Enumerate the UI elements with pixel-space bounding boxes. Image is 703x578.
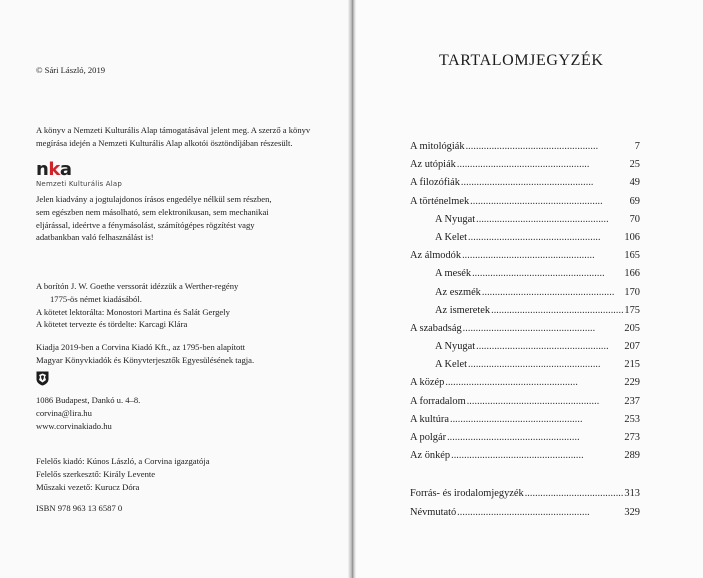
toc-leader-dots [468,356,623,374]
toc-entry [410,338,640,356]
toc-leader-dots [472,265,623,283]
grant-line: megírása idején a Nemzeti Kulturális Alap alkotói ösztöndíjában részesült. [36,137,293,148]
toc-entry-title: A Kelet [435,359,468,371]
table-of-contents [410,138,640,522]
staff-line: Műszaki vezető: Kurucz Dóra [36,481,140,492]
nka-mark-k: k [48,159,60,180]
address-line: 1086 Budapest, Dankó u. 4–8. [36,395,141,405]
toc-entry [410,393,640,411]
email-address: corvina@lira.hu [36,407,92,418]
toc-appendix-list [410,485,640,521]
nka-logo [36,160,186,190]
toc-entry-title: A filozófiák [410,177,460,189]
toc-entry-title: A mitológiák [410,141,465,152]
toc-entry-title: A történelmek [410,195,470,207]
toc-entry [410,156,640,174]
toc-leader-dots [468,229,623,247]
toc-entry [410,265,640,283]
toc-leader-dots [476,211,623,229]
toc-leader-dots [445,374,623,392]
rights-line: Jelen kiadvány a jogtulajdonos írásos engedélye nélkül sem részben, [36,194,272,204]
toc-entry [410,374,640,392]
toc-entry-title: A polgár [410,432,447,443]
toc-page-number: 313 [624,488,640,500]
toc-page-number: 49 [629,177,640,189]
staff-line: Felelős szerkesztő: Király Levente [36,468,156,479]
isbn-number: ISBN 978 963 13 6587 0 [36,503,123,513]
publisher-statement [36,341,321,367]
rights-notice [36,193,321,244]
staff-block [36,455,210,493]
toc-page-number: 7 [634,141,640,152]
toc-page-number: 237 [624,395,640,407]
grant-line: A könyv a Nemzeti Kulturális Alap támogatásával jelent meg. A szerző a könyv [36,125,311,135]
toc-entry [410,211,640,229]
toc-entry [410,193,640,211]
toc-entry-title: A Nyugat [435,341,476,353]
toc-leader-dots [491,302,623,320]
toc-entry-title: A szabadság [410,322,462,334]
toc-entry [410,504,640,522]
toc-entry-title: A kultúra [410,413,449,425]
page-title: TARTALOMJEGYZÉK [439,52,604,69]
toc-entry-title: A forradalom [410,395,466,407]
toc-entry [410,247,640,265]
toc-main-list [410,138,640,465]
toc-leader-dots [463,320,623,338]
toc-page-number: 205 [624,322,640,334]
toc-leader-dots [470,193,623,211]
toc-entry-title: A mesék [435,268,472,280]
toc-page-number: 69 [629,195,640,207]
toc-page-number: 289 [624,450,640,462]
toc-leader-dots [451,447,623,465]
toc-page-number: 207 [624,341,640,353]
toc-leader-dots [457,156,623,174]
toc-entry [410,174,640,192]
toc-entry [410,320,640,338]
toc-page-number: 106 [624,231,640,243]
toc-entry [410,411,640,429]
rights-line: eljárással, ideértve a fénymásolást, számítógépes rögzítést vagy [36,219,255,230]
toc-entry-title: A Kelet [435,231,468,243]
toc-entry [410,302,640,320]
toc-leader-dots [457,504,623,522]
toc-entry-title: A közép [410,377,445,389]
toc-page-number: 165 [624,250,640,262]
website-address: www.corvinakiado.hu [36,420,112,431]
toc-entry [410,229,640,247]
toc-leader-dots [476,338,623,356]
toc-spacer [410,465,640,485]
nka-mark-a: a [59,159,72,180]
publisher-line: Magyar Könyvkiadók és Könyvterjesztők Egyesülésének tagja. [36,354,255,365]
toc-page-number: 329 [624,506,640,518]
credits-line: A kötetet lektorálta: Monostori Martina és Salát Gergely [36,306,230,317]
credits-line: 1775-ös német kiadásából. [50,293,142,304]
nka-logo-mark [36,160,186,179]
toc-leader-dots [525,485,623,503]
toc-leader-dots [462,247,623,265]
book-gutter [348,0,356,578]
toc-entry-title: A Nyugat [435,213,476,225]
toc-entry-title: Forrás- és irodalomjegyzék [410,488,524,500]
toc-page-number: 170 [624,286,640,298]
toc-entry [410,429,640,447]
toc-leader-dots [447,429,623,447]
imprint-page [0,0,351,578]
publisher-line: Kiadja 2019-ben a Corvina Kiadó Kft., az 1795-ben alapított [36,342,246,352]
credits-line: A kötetet tervezte és tördelte: Karcagi Klára [36,319,188,330]
toc-entry [410,138,640,156]
toc-entry-title: Az álmodók [410,250,462,262]
rights-line: adatbankban való felhasználást is! [36,232,154,243]
toc-entry-title: Névmutató [410,506,457,518]
credits-line: A borítón J. W. Goethe verssorát idézzük a Werther-regény [36,281,239,291]
toc-page-number: 273 [624,432,640,443]
toc-page-number: 215 [624,359,640,371]
nka-logo-name: Nemzeti Kulturális Alap [36,180,123,188]
rights-line: sem egészben nem másolható, sem elektronikusan, sem mechanikai [36,206,269,217]
toc-leader-dots [482,284,623,302]
toc-page-number: 175 [624,304,640,316]
toc-leader-dots [461,174,623,192]
toc-entry [410,447,640,465]
grant-notice [36,124,321,150]
toc-page-number: 25 [629,159,640,171]
toc-leader-dots [450,411,623,429]
toc-entry-title: Az utópiák [410,159,456,171]
staff-line: Felelős kiadó: Kúnos László, a Corvina igazgatója [36,456,210,466]
publisher-address [36,394,140,432]
credits-block [36,280,321,331]
copyright-notice: © Sári László, 2019 [36,65,106,75]
toc-page-number: 229 [624,377,640,389]
shield-icon [36,371,49,386]
toc-entry-title: Az eszmék [435,286,481,298]
nka-mark-n: n [36,159,49,180]
toc-page-number: 253 [624,413,640,425]
toc-entry [410,485,640,503]
toc-page-number: 166 [624,268,640,280]
toc-entry-title: Az önkép [410,450,451,462]
toc-page-number: 70 [629,213,640,225]
toc-leader-dots [466,138,623,156]
toc-entry-title: Az ismeretek [435,304,491,316]
toc-entry [410,284,640,302]
toc-entry [410,356,640,374]
toc-leader-dots [467,393,623,411]
